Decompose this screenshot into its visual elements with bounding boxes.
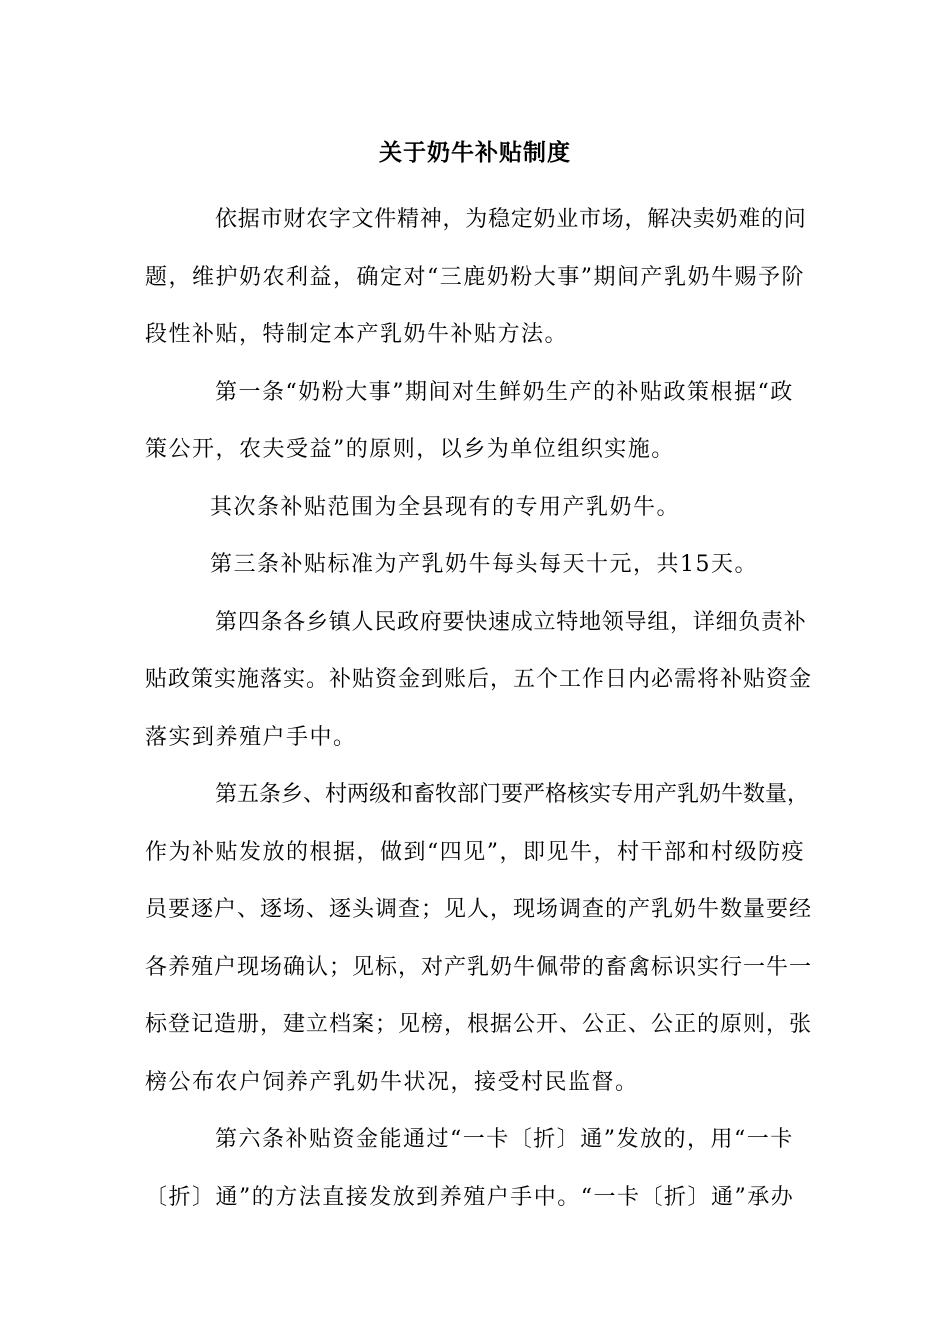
text-line: 〔折〕通”的方法直接发放到养殖户手中。“一卡〔折〕通”承办 xyxy=(145,1185,795,1210)
text-line: 贴政策实施落实。补贴资金到账后，五个工作日内必需将补贴资金 xyxy=(145,667,813,692)
text-line: 标登记造册，建立档案；见榜，根据公开、公正、公正的原则，张 xyxy=(145,1012,813,1037)
text-line: 第三条补贴标准为产乳奶牛每头每天十元，共15天。 xyxy=(210,552,758,577)
text-line: 落实到养殖户手中。 xyxy=(145,725,357,750)
document-title: 关于奶牛补贴制度 xyxy=(379,140,571,166)
text-line: 作为补贴发放的根据，做到“四见”，即见牛，村干部和村级防疫 xyxy=(145,840,805,865)
text-line: 依据市财农字文件精神，为稳定奶业市场，解决卖奶难的问 xyxy=(215,207,807,232)
text-line: 第五条乡、村两级和畜牧部门要严格核实专用产乳奶牛数量， xyxy=(215,782,810,807)
text-line: 其次条补贴范围为全县现有的专用产乳奶牛。 xyxy=(210,495,681,520)
text-line: 第四条各乡镇人民政府要快速成立特地领导组，详细负责补 xyxy=(215,610,807,635)
text-line: 第六条补贴资金能通过“一卡〔折〕通”发放的，用“一卡 xyxy=(215,1127,794,1152)
text-line: 员要逐户、逐场、逐头调查；见人，现场调查的产乳奶牛数量要经 xyxy=(145,897,813,922)
text-line: 榜公布农户饲养产乳奶牛状况，接受村民监督。 xyxy=(145,1070,639,1095)
text-line: 段性补贴，特制定本产乳奶牛补贴方法。 xyxy=(145,322,569,347)
text-line: 策公开，农夫受益”的原则，以乡为单位组织实施。 xyxy=(145,437,675,462)
text-line: 题，维护奶农利益，确定对“三鹿奶粉大事”期间产乳奶牛赐予阶 xyxy=(145,265,805,290)
text-line: 第一条“奶粉大事”期间对生鲜奶生产的补贴政策根据“政 xyxy=(215,380,794,405)
text-line: 各养殖户现场确认；见标，对产乳奶牛佩带的畜禽标识实行一牛一 xyxy=(145,955,813,980)
